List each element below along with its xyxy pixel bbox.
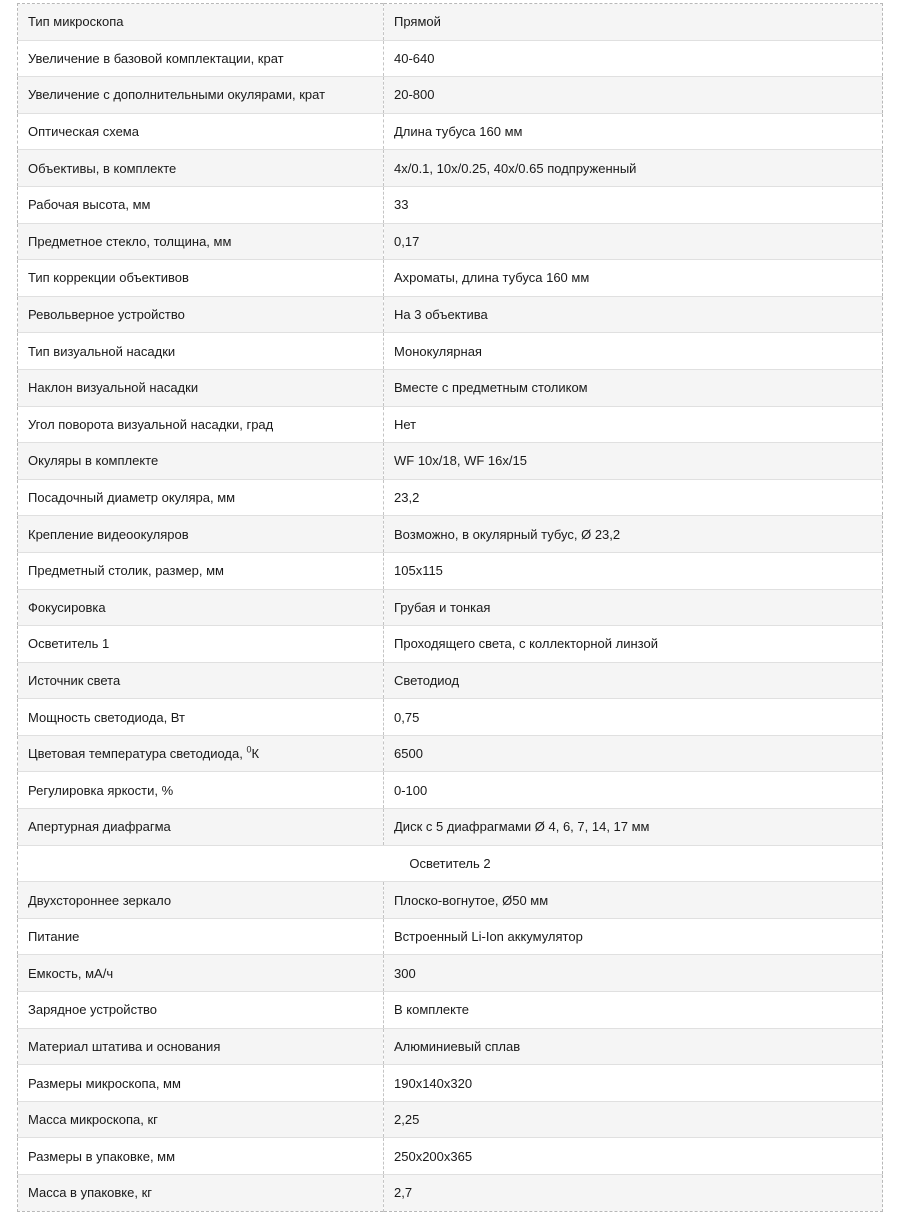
spec-value: WF 10x/18, WF 16x/15 — [384, 443, 883, 480]
spec-label: Фокусировка — [18, 589, 384, 626]
spec-label: Питание — [18, 918, 384, 955]
spec-label: Материал штатива и основания — [18, 1028, 384, 1065]
spec-label: Масса микроскопа, кг — [18, 1101, 384, 1138]
spec-label: Апертурная диафрагма — [18, 809, 384, 846]
spec-label: Увеличение с дополнительными окулярами, крат — [18, 77, 384, 114]
spec-label: Увеличение в базовой комплектации, крат — [18, 40, 384, 77]
spec-label: Источник света — [18, 662, 384, 699]
spec-label: Размеры в упаковке, мм — [18, 1138, 384, 1175]
table-row — [18, 479, 883, 516]
spec-value: 20-800 — [384, 77, 883, 114]
spec-value: Проходящего света, с коллекторной линзой — [384, 626, 883, 663]
table-row — [18, 772, 883, 809]
spec-value: В комплекте — [384, 992, 883, 1029]
spec-label: Двухстороннее зеркало — [18, 882, 384, 919]
spec-table — [17, 3, 883, 1212]
spec-label-text: Цветовая температура светодиода, — [28, 746, 247, 762]
table-row — [18, 955, 883, 992]
table-row — [18, 1138, 883, 1175]
table-row — [18, 406, 883, 443]
spec-label: Мощность светодиода, Вт — [18, 699, 384, 736]
spec-value: 0,75 — [384, 699, 883, 736]
table-row — [18, 589, 883, 626]
spec-value: Нет — [384, 406, 883, 443]
spec-value: Светодиод — [384, 662, 883, 699]
spec-value: 4x/0.1, 10x/0.25, 40x/0.65 подпруженный — [384, 150, 883, 187]
spec-label — [18, 735, 384, 772]
spec-label-unit: К — [251, 746, 260, 762]
table-row — [18, 113, 883, 150]
table-row — [18, 809, 883, 846]
table-row — [18, 735, 883, 772]
spec-value: 190x140x320 — [384, 1065, 883, 1102]
spec-value: 0,17 — [384, 223, 883, 260]
spec-value: 40-640 — [384, 40, 883, 77]
spec-label: Угол поворота визуальной насадки, град — [18, 406, 384, 443]
spec-label: Окуляры в комплекте — [18, 443, 384, 480]
spec-value: Вместе с предметным столиком — [384, 369, 883, 406]
spec-value: 250x200x365 — [384, 1138, 883, 1175]
spec-label: Крепление видеоокуляров — [18, 516, 384, 553]
table-row — [18, 333, 883, 370]
table-row — [18, 662, 883, 699]
section-title: Осветитель 2 — [18, 845, 883, 882]
spec-value: Грубая и тонкая — [384, 589, 883, 626]
table-row — [18, 882, 883, 919]
spec-label: Тип визуальной насадки — [18, 333, 384, 370]
spec-value: Длина тубуса 160 мм — [384, 113, 883, 150]
table-row — [18, 443, 883, 480]
spec-value: Ахроматы, длина тубуса 160 мм — [384, 260, 883, 297]
spec-value: Возможно, в окулярный тубус, Ø 23,2 — [384, 516, 883, 553]
table-row — [18, 260, 883, 297]
spec-label: Тип микроскопа — [18, 4, 384, 41]
spec-label: Емкость, мА/ч — [18, 955, 384, 992]
spec-value: Алюминиевый сплав — [384, 1028, 883, 1065]
table-row — [18, 296, 883, 333]
spec-value: Монокулярная — [384, 333, 883, 370]
table-row — [18, 992, 883, 1029]
spec-label: Револьверное устройство — [18, 296, 384, 333]
spec-label: Масса в упаковке, кг — [18, 1175, 384, 1212]
spec-value: 0-100 — [384, 772, 883, 809]
table-row — [18, 1028, 883, 1065]
table-row — [18, 186, 883, 223]
spec-label: Рабочая высота, мм — [18, 186, 384, 223]
spec-label: Тип коррекции объективов — [18, 260, 384, 297]
spec-label: Наклон визуальной насадки — [18, 369, 384, 406]
table-row — [18, 516, 883, 553]
table-row — [18, 1175, 883, 1212]
table-row — [18, 77, 883, 114]
spec-value: 6500 — [384, 735, 883, 772]
section-header-row — [18, 845, 883, 882]
table-row — [18, 699, 883, 736]
spec-value: 2,25 — [384, 1101, 883, 1138]
spec-label: Предметный столик, размер, мм — [18, 552, 384, 589]
spec-value: 23,2 — [384, 479, 883, 516]
spec-label: Оптическая схема — [18, 113, 384, 150]
table-row — [18, 4, 883, 41]
table-row — [18, 626, 883, 663]
spec-label: Зарядное устройство — [18, 992, 384, 1029]
spec-label: Осветитель 1 — [18, 626, 384, 663]
spec-value: 2,7 — [384, 1175, 883, 1212]
table-row — [18, 223, 883, 260]
degree-superscript: 0 — [246, 744, 252, 755]
table-row — [18, 369, 883, 406]
spec-label: Предметное стекло, толщина, мм — [18, 223, 384, 260]
table-row — [18, 40, 883, 77]
spec-value: Диск с 5 диафрагмами Ø 4, 6, 7, 14, 17 мм — [384, 809, 883, 846]
table-row — [18, 552, 883, 589]
spec-value: 33 — [384, 186, 883, 223]
spec-value: Плоско-вогнутое, Ø50 мм — [384, 882, 883, 919]
spec-label: Объективы, в комплекте — [18, 150, 384, 187]
table-row — [18, 1065, 883, 1102]
spec-table-body — [18, 4, 883, 1212]
table-row — [18, 150, 883, 187]
spec-value: 300 — [384, 955, 883, 992]
spec-label: Регулировка яркости, % — [18, 772, 384, 809]
spec-label: Посадочный диаметр окуляра, мм — [18, 479, 384, 516]
table-row — [18, 1101, 883, 1138]
spec-value: Прямой — [384, 4, 883, 41]
spec-label: Размеры микроскопа, мм — [18, 1065, 384, 1102]
spec-value: 105x115 — [384, 552, 883, 589]
table-row — [18, 918, 883, 955]
spec-value: Встроенный Li-Ion аккумулятор — [384, 918, 883, 955]
spec-value: На 3 объектива — [384, 296, 883, 333]
